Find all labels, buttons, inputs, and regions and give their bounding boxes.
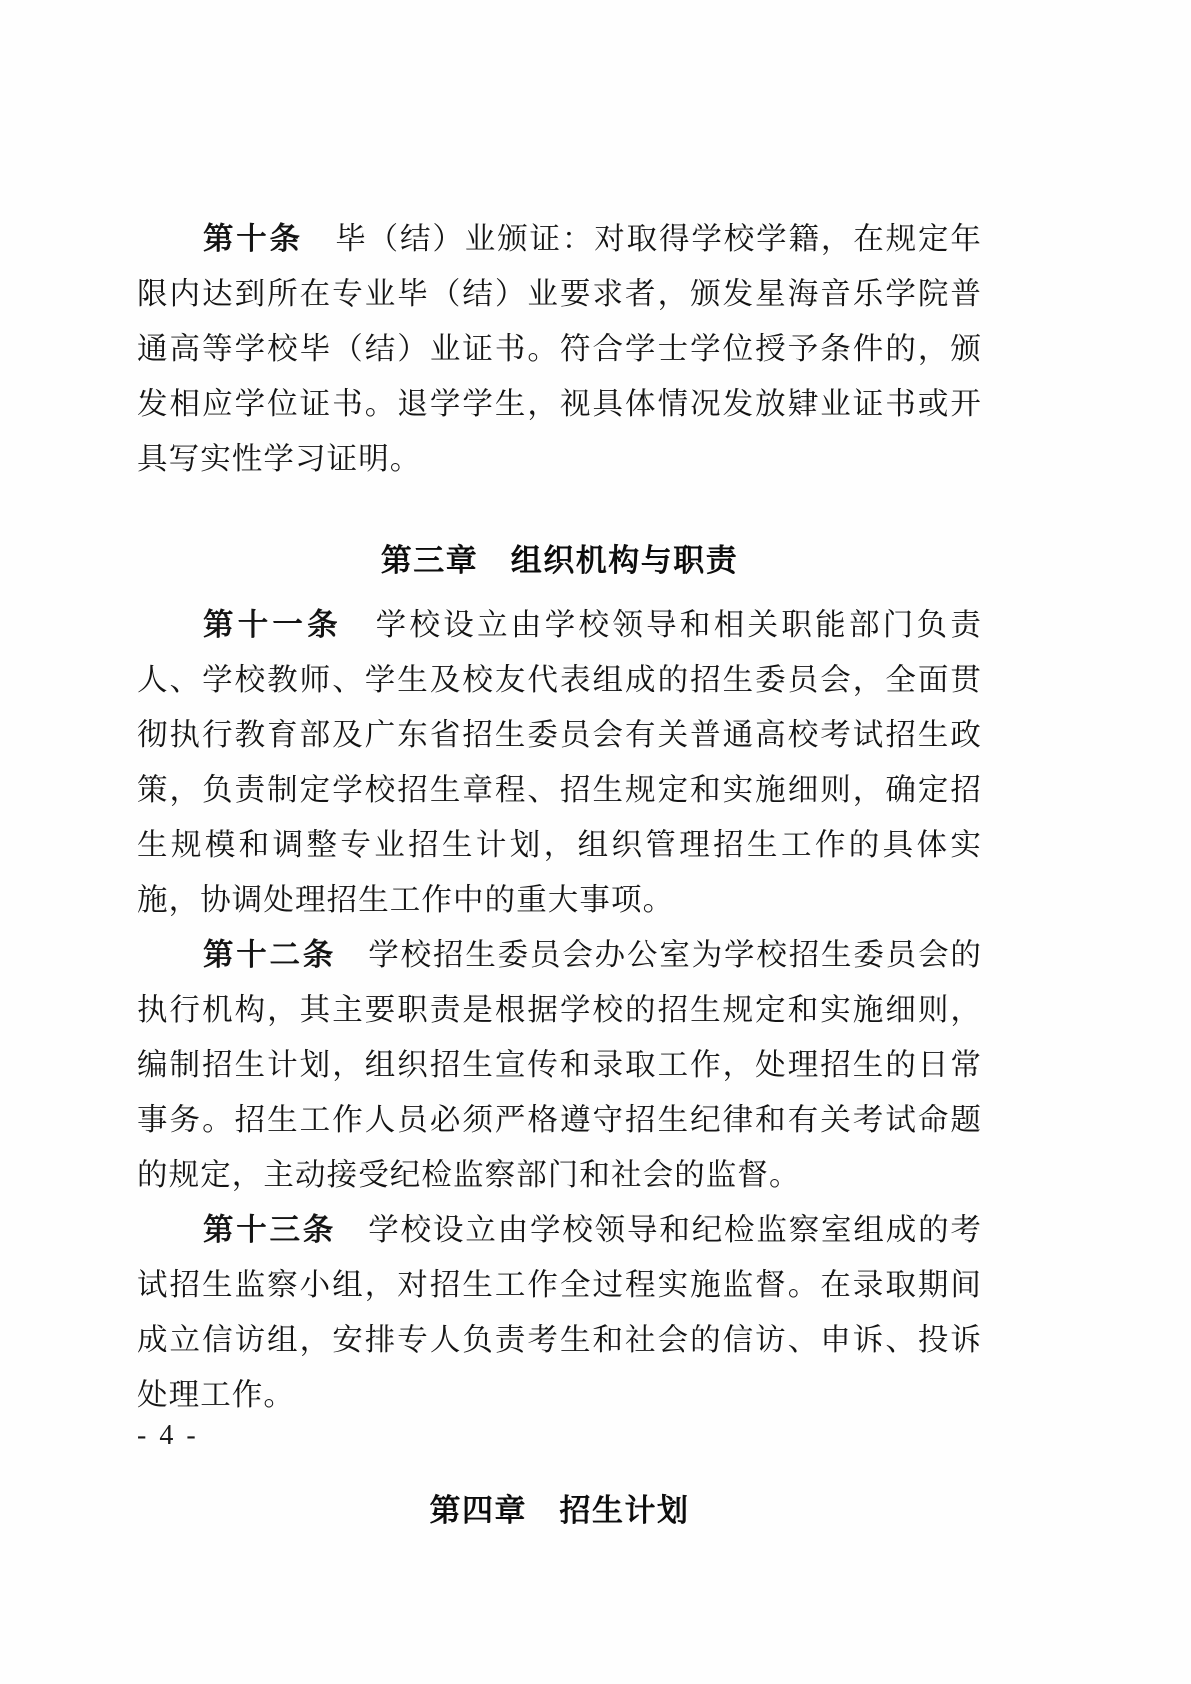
spacer-before-chapter-4: [137, 1483, 982, 1538]
chapter-4-heading: 第四章 招生计划: [429, 1493, 690, 1528]
article-13-body: 学校设立由学校领导和纪检监察室组成的考试招生监察小组，对招生工作全过程实施监督。在录取期间成立信访组，安排专人负责考生和社会的信访、申诉、投诉处理工作。: [137, 1213, 983, 1412]
article-11-label: 第十一条: [203, 608, 342, 642]
article-13-paragraph: [137, 1203, 982, 1423]
article-10-paragraph: [137, 212, 982, 487]
article-12-label: 第十二条: [203, 938, 336, 972]
article-10-label: 第十条: [203, 222, 303, 256]
article-11-paragraph: [137, 598, 982, 928]
chapter-3-heading: 第三章 组织机构与职责: [380, 543, 739, 578]
article-10-body: 毕（结）业颁证：对取得学校学籍，在规定年限内达到所在专业毕（结）业要求者，颁发星海音乐学院普通高等学校毕（结）业证书。符合学士学位授予条件的，颁发相应学位证书。退学学生，视具体情况发放肄业证书或开具写实性学习证明。: [137, 222, 982, 476]
article-12-paragraph: [137, 928, 982, 1203]
page-number: - 4 -: [137, 1420, 199, 1451]
spacer-before-chapter-3: [137, 487, 982, 533]
spacer-after-chapter-3: [137, 588, 982, 598]
article-13-label: 第十三条: [203, 1213, 336, 1247]
article-11-body: 学校设立由学校领导和相关职能部门负责人、学校教师、学生及校友代表组成的招生委员会，全面贯彻执行教育部及广东省招生委员会有关普通高校考试招生政策，负责制定学校招生章程、招生规定和实施细则，确定招生规模和调整专业招生计划，组织管理招生工作的具体实施，协调处理招生工作中的重大事项。: [137, 608, 983, 917]
document-text-column: [137, 212, 982, 1538]
article-12-body: 学校招生委员会办公室为学校招生委员会的执行机构，其主要职责是根据学校的招生规定和实施细则，编制招生计划，组织招生宣传和录取工作，处理招生的日常事务。招生工作人员必须严格遵守招生纪律和有关考试命题的规定，主动接受纪检监察部门和社会的监督。: [137, 938, 983, 1192]
